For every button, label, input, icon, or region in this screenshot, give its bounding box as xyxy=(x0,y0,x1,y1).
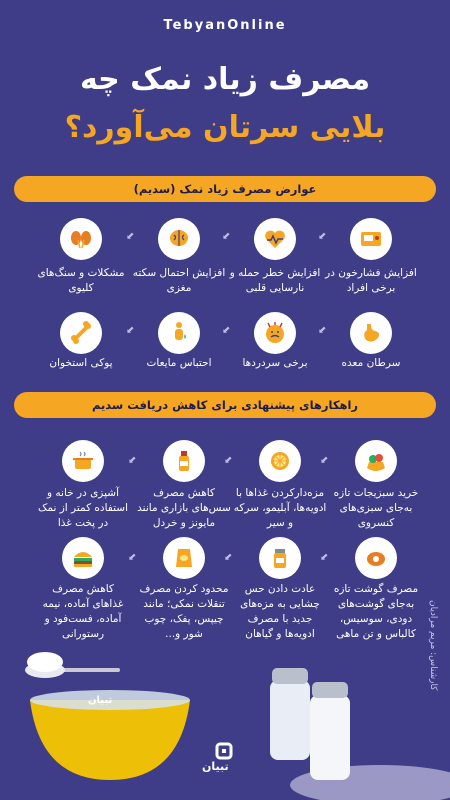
tebyan-logo-icon xyxy=(213,740,235,762)
chips-icon xyxy=(163,537,205,579)
section-1-header: عوارض مصرف زیاد نمک (سدیم) xyxy=(14,176,436,202)
bowl-logo-text: تبیان xyxy=(88,695,113,706)
tip-label-3: کاهش مصرف سس‌های بازاری مانند مایونز و خردل xyxy=(137,487,231,529)
sauce-bottle-icon xyxy=(163,440,205,482)
blood-pressure-icon xyxy=(350,218,392,260)
arrow-icon: ⬋ xyxy=(222,231,231,242)
arrow-icon: ⬋ xyxy=(222,325,231,336)
tip-label-4: آشپزی در خانه و استفاده کمتر از نمک در پخت غذا xyxy=(38,487,128,529)
salt-illustration xyxy=(0,640,450,800)
arrow-icon: ⬋ xyxy=(224,455,233,466)
bone-icon xyxy=(60,312,102,354)
spoon-salt xyxy=(27,652,63,672)
arrow-icon: ⬋ xyxy=(320,455,329,466)
burger-icon xyxy=(62,537,104,579)
body-water-icon xyxy=(158,312,200,354)
title-line-2: بلایی سرتان می‌آورد؟ xyxy=(64,110,386,145)
effect-label-5: سرطان معده xyxy=(341,357,401,369)
effect-label-6: برخی سردردها xyxy=(242,357,308,369)
shaker-left-body xyxy=(270,680,310,760)
tip-label-6: عادت دادن حس چشایی به مزه‌های جدید با مصرف ادویه‌ها و گیاهان xyxy=(240,583,320,640)
stomach-icon xyxy=(350,312,392,354)
spoon-handle xyxy=(60,668,120,672)
shaker-left-cap xyxy=(272,668,308,684)
effect-label-4: مشکلات و سنگ‌های کلیوی xyxy=(37,267,125,294)
effect-label-3: افزایش احتمال سکته مغزی xyxy=(132,267,226,294)
footer-logo-text: تبیان xyxy=(202,760,229,773)
vegetables-icon xyxy=(355,440,397,482)
tip-label-1: خرید سبزیجات تازه به‌جای سبزی‌های کنسروی xyxy=(333,487,419,529)
credit-text: کارشناس: مریم مرادیان xyxy=(428,600,438,691)
tip-label-5: مصرف گوشت تازه به‌جای گوشت‌های دودی، سوسیس، کالباس و تن ماهی xyxy=(333,583,419,640)
effect-label-1: افزایش فشارخون در برخی افراد xyxy=(325,267,417,294)
arrow-icon: ⬋ xyxy=(128,552,137,563)
arrow-icon: ⬋ xyxy=(126,231,135,242)
brand-name: TebyanOnline xyxy=(163,18,287,33)
headache-icon xyxy=(254,312,296,354)
arrow-icon: ⬋ xyxy=(128,455,137,466)
title-line-1: مصرف زیاد نمک چه xyxy=(79,62,371,97)
shaker-right-cap xyxy=(312,682,348,698)
effect-label-2: افزایش خطر حمله و نارسایی قلبی xyxy=(229,267,321,294)
arrow-icon: ⬋ xyxy=(320,552,329,563)
arrow-icon: ⬋ xyxy=(224,552,233,563)
arrow-icon: ⬋ xyxy=(126,325,135,336)
cooking-pot-icon xyxy=(62,440,104,482)
heart-icon xyxy=(254,218,296,260)
bowl xyxy=(30,700,190,780)
tip-label-8: کاهش مصرف غذاهای آماده، نیمه آماده، فست‌فود و رستورانی xyxy=(42,583,124,640)
effect-label-7: احتباس مایعات xyxy=(146,357,212,369)
shaker-right-body xyxy=(310,695,350,780)
tip-label-7: محدود کردن مصرف تنقلات نمکی؛ مانند چیپس، پفک، چوب شور و... xyxy=(139,583,229,640)
tip-label-2: مزه‌دارکردن غذاها با ادویه‌ها، آبلیمو، سرکه و سیر xyxy=(233,487,327,529)
kidney-icon xyxy=(60,218,102,260)
brain-icon xyxy=(158,218,200,260)
arrow-icon: ⬋ xyxy=(318,325,327,336)
effect-label-8: پوکی استخوان xyxy=(49,357,113,369)
arrow-icon: ⬋ xyxy=(318,231,327,242)
meat-icon xyxy=(355,537,397,579)
section-2-header: راهکارهای پیشنهادی برای کاهش دریافت سدیم xyxy=(14,392,436,418)
spice-jar-icon xyxy=(259,537,301,579)
lemon-icon xyxy=(259,440,301,482)
